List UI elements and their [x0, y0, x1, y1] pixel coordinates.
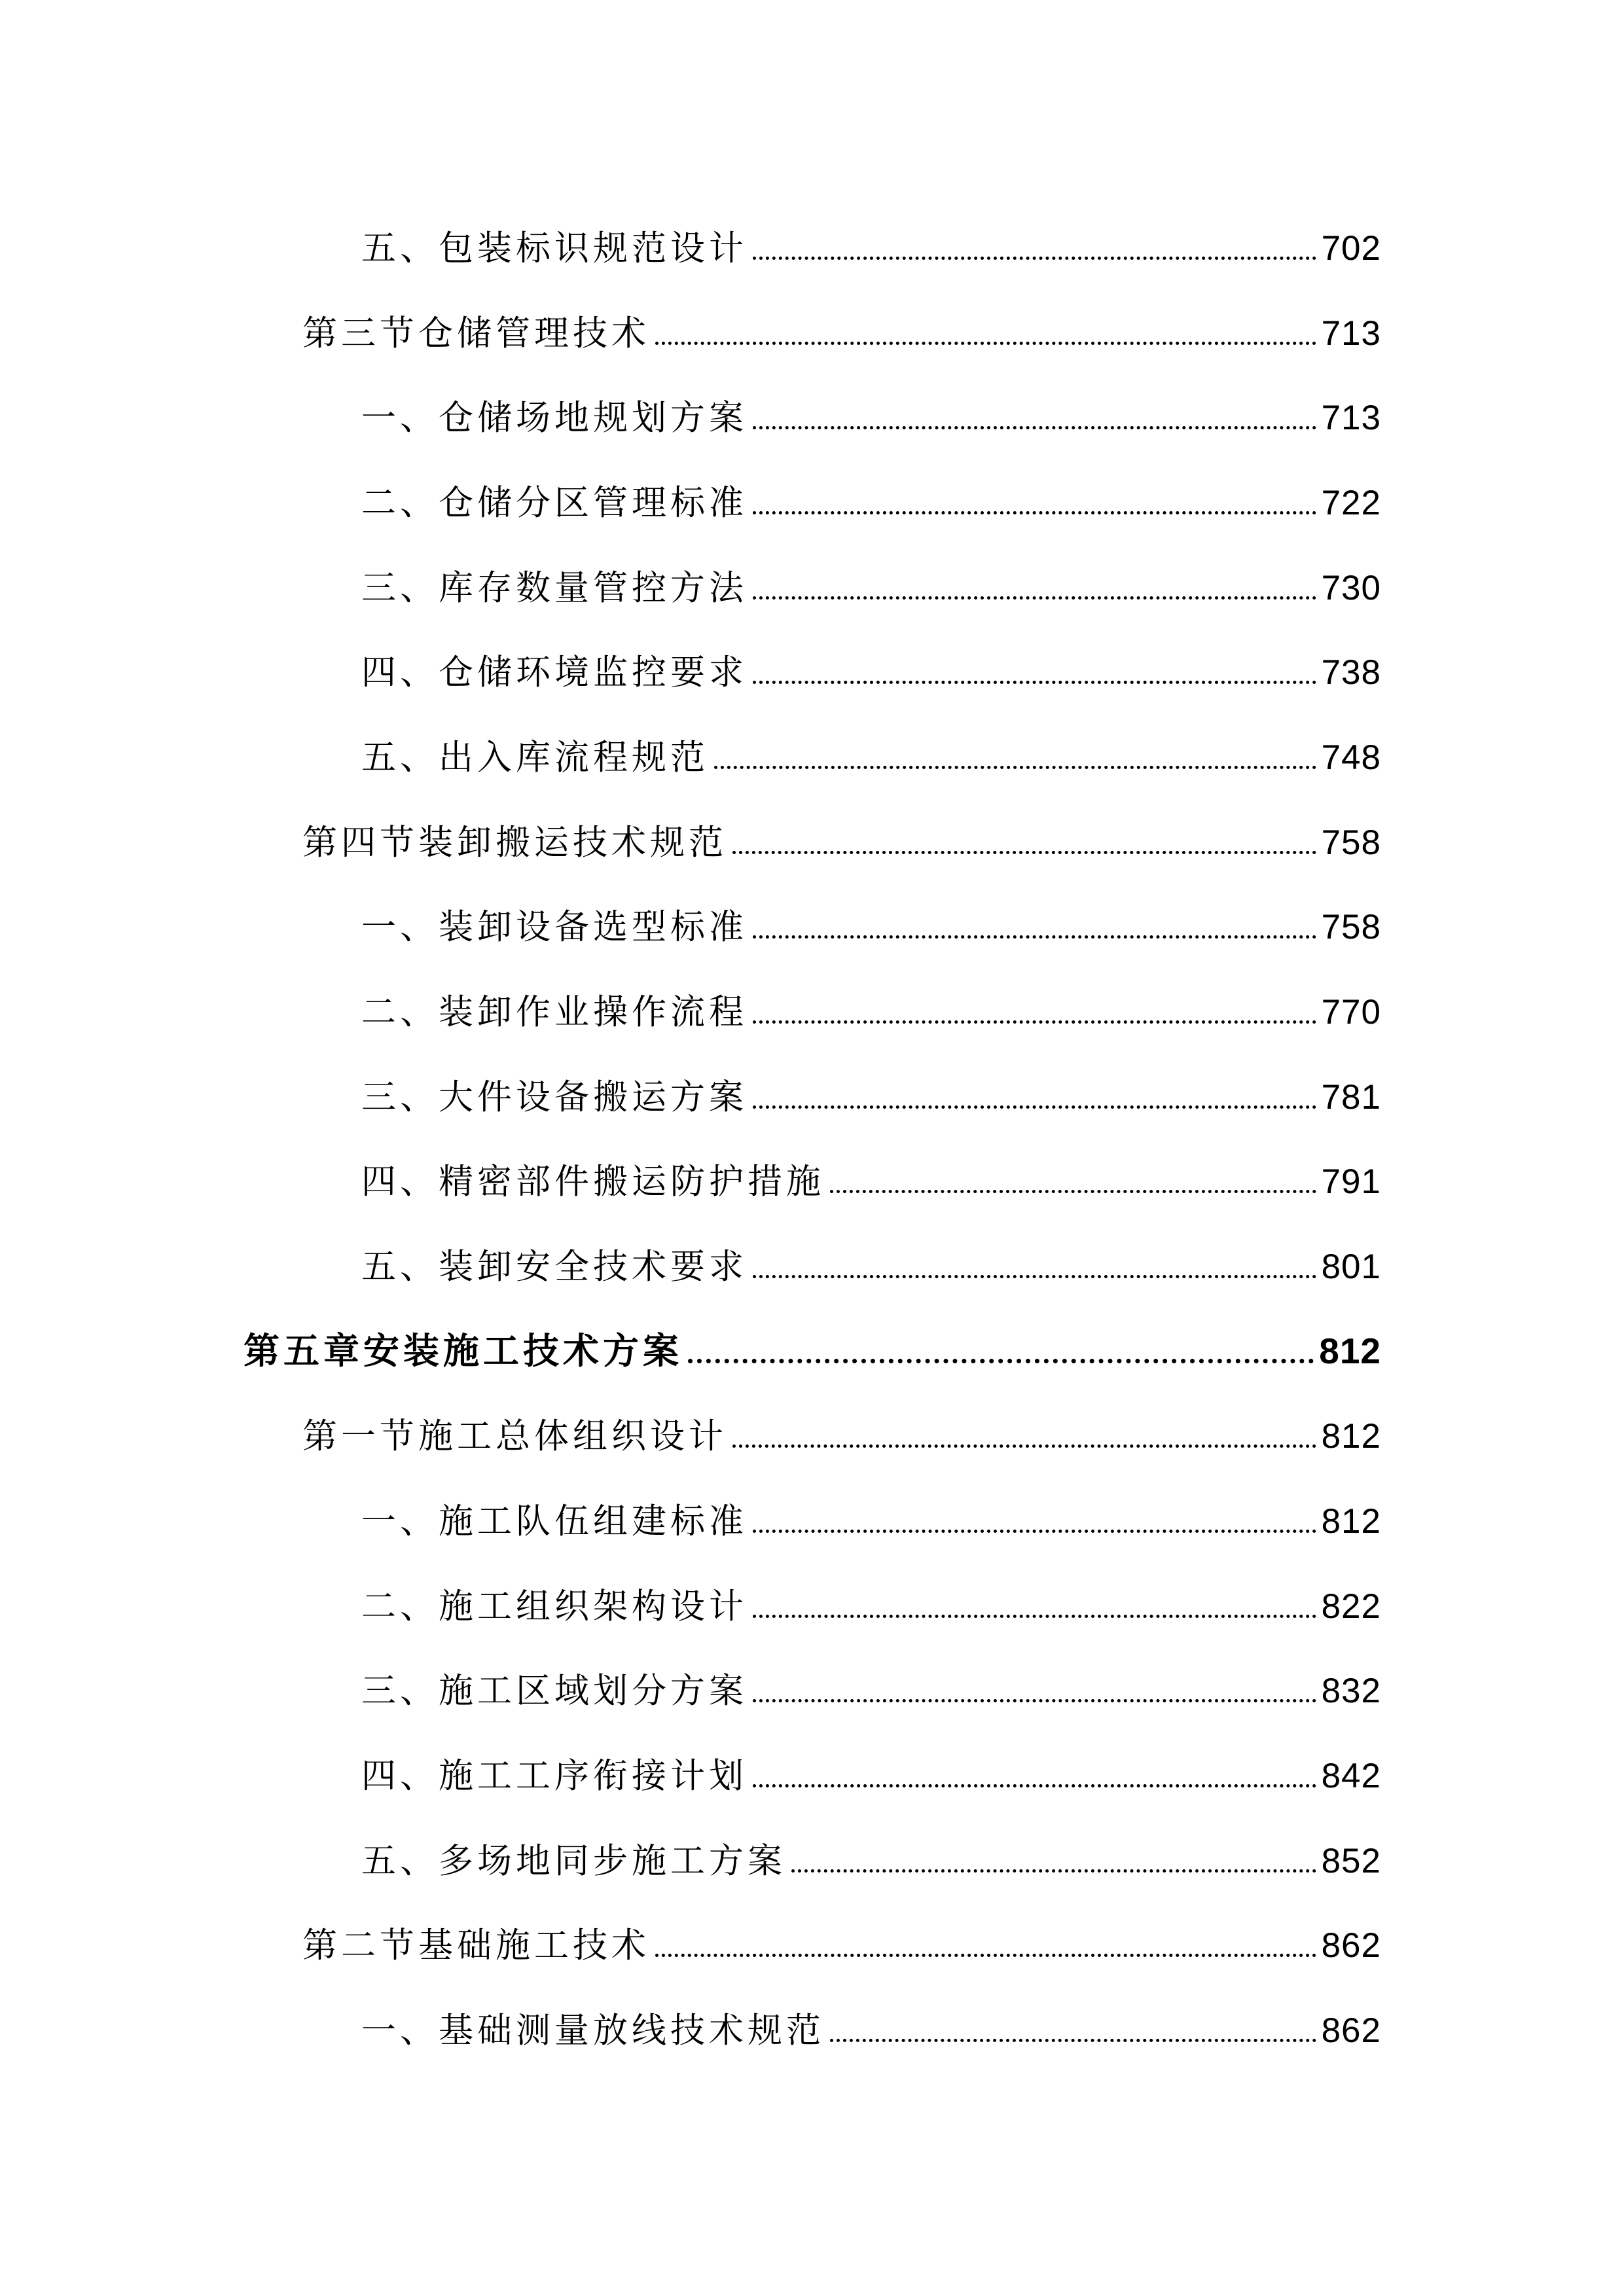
toc-entry-page: 862 [1321, 2011, 1381, 2050]
toc-dot-leader [753, 1105, 1316, 1109]
toc-entry[interactable] [361, 723, 1381, 778]
toc-entry-page: 801 [1321, 1247, 1381, 1286]
toc-dot-leader [714, 766, 1316, 769]
toc-entry[interactable] [361, 977, 1381, 1030]
toc-entry-title: 四、施工工序衔接计划 [361, 1756, 748, 1796]
toc-entry-page: 842 [1321, 1757, 1381, 1795]
toc-entry-page: 862 [1321, 1926, 1381, 1965]
toc-entry-title: 一、仓储场地规划方案 [361, 398, 748, 438]
toc-entry-title: 第一节施工总体组织设计 [302, 1416, 727, 1456]
toc-entry-title: 一、基础测量放线技术规范 [361, 2011, 825, 2051]
toc-dot-leader [753, 1615, 1316, 1618]
toc-dot-leader [688, 1359, 1314, 1363]
toc-entry-page: 702 [1321, 229, 1381, 268]
toc-entry[interactable] [361, 1062, 1381, 1115]
toc-dot-leader [791, 1869, 1316, 1873]
toc-dot-leader [753, 1275, 1316, 1278]
toc-entry[interactable] [361, 1656, 1381, 1711]
toc-entry-title: 四、精密部件搬运防护措施 [361, 1162, 825, 1202]
toc-entry[interactable] [361, 553, 1381, 608]
toc-entry-title: 三、施工区域划分方案 [361, 1671, 748, 1711]
toc-entry[interactable] [361, 383, 1381, 438]
toc-entry-page: 812 [1321, 1417, 1381, 1456]
toc-entry-page: 758 [1321, 823, 1381, 862]
toc-entry-title: 一、装卸设备选型标准 [361, 907, 748, 947]
toc-chapter-entry[interactable] [244, 1317, 1381, 1372]
toc-entry[interactable] [302, 298, 1381, 351]
toc-entry[interactable] [361, 1826, 1381, 1881]
toc-entry-title: 三、大件设备搬运方案 [361, 1077, 748, 1117]
toc-dot-leader [830, 1190, 1316, 1193]
toc-entry-title: 二、施工组织架构设计 [361, 1587, 748, 1626]
toc-entry[interactable] [361, 1741, 1381, 1796]
toc-entry-title: 二、仓储分区管理标准 [361, 483, 748, 523]
toc-dot-leader [753, 935, 1316, 939]
toc-entry-title: 五、出入库流程规范 [361, 738, 709, 778]
toc-dot-leader [753, 1699, 1316, 1702]
toc-dot-leader [753, 1020, 1316, 1024]
toc-entry-page: 770 [1321, 993, 1381, 1031]
toc-entry-page: 812 [1321, 1502, 1381, 1541]
toc-entry-title: 五、多场地同步施工方案 [361, 1841, 786, 1881]
toc-entry-title: 第四节装卸搬运技术规范 [302, 823, 727, 863]
toc-entry-title: 五、装卸安全技术要求 [361, 1247, 748, 1287]
toc-entry-page: 822 [1321, 1587, 1381, 1626]
toc-entry-page: 852 [1321, 1842, 1381, 1880]
toc-entry-title: 四、仓储环境监控要求 [361, 653, 748, 692]
toc-entry-page: 713 [1321, 314, 1381, 353]
toc-entry-page: 738 [1321, 653, 1381, 692]
toc-entry[interactable] [361, 1147, 1381, 1202]
toc-entry-title: 五、包装标识规范设计 [361, 228, 748, 268]
toc-dot-leader [753, 257, 1316, 260]
toc-entry-page: 812 [1319, 1331, 1381, 1371]
toc-entry[interactable] [361, 1486, 1381, 1539]
toc-entry-page: 730 [1321, 569, 1381, 607]
toc-entry[interactable] [361, 1232, 1381, 1287]
toc-dot-leader [655, 1954, 1316, 1957]
toc-dot-leader [753, 1530, 1316, 1533]
toc-entry[interactable] [361, 892, 1381, 947]
toc-entry-title: 三、库存数量管控方法 [361, 568, 748, 608]
toc-entry-page: 748 [1321, 738, 1381, 777]
toc-entry-page: 722 [1321, 484, 1381, 522]
toc-entry[interactable] [302, 1401, 1381, 1454]
toc-dot-leader [753, 596, 1316, 600]
toc-entry-page: 791 [1321, 1162, 1381, 1201]
toc-entry[interactable] [361, 1996, 1381, 2051]
toc-dot-leader [830, 2039, 1316, 2042]
toc-dot-leader [732, 1444, 1316, 1448]
toc-dot-leader [753, 426, 1316, 429]
toc-dot-leader [753, 511, 1316, 514]
toc-entry[interactable] [361, 213, 1381, 266]
toc-entry[interactable] [361, 637, 1381, 690]
toc-dot-leader [753, 1784, 1316, 1787]
toc-entry-page: 781 [1321, 1078, 1381, 1117]
toc-entry-title: 第五章安装施工技术方案 [244, 1330, 683, 1372]
toc-entry[interactable] [302, 808, 1381, 863]
toc-entry[interactable] [302, 1910, 1381, 1963]
toc-entry-title: 第三节仓储管理技术 [302, 314, 650, 353]
toc-entry-title: 第二节基础施工技术 [302, 1926, 650, 1965]
toc-entry-title: 一、施工队伍组建标准 [361, 1501, 748, 1541]
toc-dot-leader [732, 851, 1316, 854]
toc-entry-page: 713 [1321, 399, 1381, 437]
toc-dot-leader [655, 342, 1316, 345]
toc-dot-leader [753, 681, 1316, 684]
toc-entry-title: 二、装卸作业操作流程 [361, 992, 748, 1032]
toc-entry[interactable] [361, 1571, 1381, 1624]
toc-entry-page: 758 [1321, 908, 1381, 946]
toc-entry-page: 832 [1321, 1672, 1381, 1710]
toc-entry[interactable] [361, 468, 1381, 523]
